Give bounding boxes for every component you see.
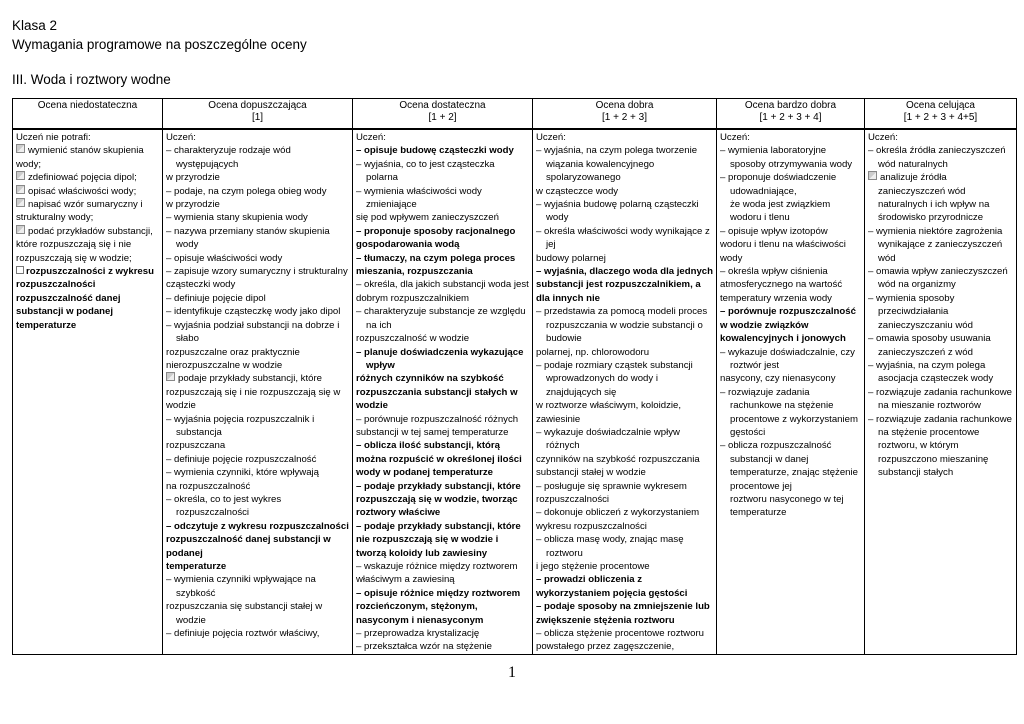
requirement-item: – wyjaśnia pojęcia rozpuszczalnik i substancja bbox=[166, 413, 315, 438]
requirement-item: – wymienia laboratoryjne sposoby otrzymywania wody bbox=[720, 145, 853, 170]
bullet-square-icon bbox=[166, 372, 175, 381]
requirement-item: – wyjaśnia, dlaczego woda dla jednych substancji jest rozpuszczalnikiem, a dla innych nie bbox=[536, 266, 714, 304]
cell-intro: Uczeń: bbox=[166, 132, 196, 143]
requirement-item: rozpuszczania się substancji stałej w wodzie bbox=[166, 601, 323, 626]
cell-intro: Uczeń: bbox=[536, 132, 566, 143]
requirement-item: temperaturze, znając stężenie procentowe jej bbox=[730, 467, 858, 492]
requirement-item: – wskazuje różnice między roztworem właściwym a zawiesiną bbox=[356, 561, 518, 586]
requirement-item: – przekształca wzór na stężenie bbox=[356, 641, 492, 653]
bullet-square-icon bbox=[16, 225, 25, 234]
requirement-item: w roztworze właściwym, koloidzie, zawiesinie bbox=[536, 400, 682, 425]
table-header-row bbox=[13, 99, 1017, 130]
requirement-item: opisać właściwości wody; bbox=[16, 185, 159, 198]
requirement-item: w cząsteczce wody bbox=[536, 185, 619, 197]
bullet-square-icon bbox=[868, 171, 877, 180]
requirement-item: – wymienia właściwości wody zmieniające bbox=[356, 185, 482, 211]
requirement-item: – rozwiązuje zadania rachunkowe na mieszanie roztworów bbox=[868, 386, 1012, 412]
grade-cell bbox=[717, 129, 865, 654]
requirement-item: – rozwiązuje zadania rachunkowe na stężenie procentowe roztworu, w którym rozpuszczono mieszaninę substancji stałych bbox=[868, 413, 1012, 479]
header-cell: Ocena celująca [1 + 2 + 3 + 4+5] bbox=[865, 99, 1017, 130]
bullet-square-icon bbox=[16, 198, 25, 207]
grade-cell bbox=[353, 129, 533, 654]
requirement-item: cząsteczki wody bbox=[166, 279, 236, 291]
requirement-item: i jego stężenie procentowe bbox=[536, 561, 650, 572]
requirement-item: polarnej, np. chlorowodoru bbox=[536, 346, 650, 358]
requirement-item: – oblicza stężenie procentowe roztworu powstałego przez zagęszczenie, bbox=[536, 628, 704, 653]
grade-cell bbox=[865, 129, 1017, 654]
grade-cell bbox=[13, 129, 163, 654]
requirement-item: – wymienia czynniki wpływające na szybkość bbox=[166, 574, 316, 599]
requirement-item: budowy polarnej bbox=[536, 252, 606, 264]
header-cell: Ocena bardzo dobra [1 + 2 + 3 + 4] bbox=[717, 99, 865, 130]
requirement-item: – omawia wpływ zanieczyszczeń wód na organizmy bbox=[868, 266, 1008, 291]
requirement-item: – wymienia czynniki, które wpływają bbox=[166, 467, 320, 479]
requirement-item: – wyjaśnia, na czym polega tworzenie wiązania kowalencyjnego spolaryzowanego bbox=[536, 145, 698, 184]
requirement-item: rozpuszczalne oraz praktycznie nierozpuszczalne w wodzie bbox=[166, 346, 300, 371]
requirement-item: – charakteryzuje rodzaje wód występujących bbox=[166, 145, 291, 170]
requirement-item: – przeprowadza krystalizację bbox=[356, 628, 480, 640]
requirement-item: w przyrodzie bbox=[166, 172, 220, 184]
requirement-item: – podaje rozmiary cząstek substancji wprowadzonych do wody i znajdujących się bbox=[536, 359, 693, 398]
requirement-item: – tłumaczy, na czym polega proces mieszania, rozpuszczania bbox=[356, 252, 516, 278]
requirement-item: – wyjaśnia, co to jest cząsteczka polarna bbox=[356, 158, 495, 184]
class-label: Klasa 2 bbox=[12, 18, 58, 33]
requirement-item: – zapisuje wzory sumaryczny i strukturalny bbox=[166, 266, 348, 278]
requirement-item: – porównuje rozpuszczalność w wodzie związków kowalencyjnych i jonowych bbox=[720, 306, 856, 345]
table-body-row bbox=[13, 129, 1017, 654]
requirement-item: – oblicza ilość substancji, którą można rozpuścić w określonej ilości wody w podanej temperaturze bbox=[356, 440, 522, 479]
requirement-item: rozpuszczana bbox=[166, 440, 226, 452]
page-number: 1 bbox=[508, 664, 516, 681]
requirement-item: – podaje przykłady substancji, które nie rozpuszczają się w wodzie i tworzą koloidy lub zawiesiny bbox=[356, 520, 521, 559]
requirement-item: – oblicza masę wody, znając masę roztworu bbox=[536, 534, 684, 559]
cell-intro: Uczeń: bbox=[356, 132, 386, 143]
header-cell: Ocena niedostateczna bbox=[13, 99, 163, 130]
requirement-item: – nazywa przemiany stanów skupienia wody bbox=[166, 225, 330, 251]
requirement-item: – porównuje rozpuszczalność różnych substancji w tej samej temperaturze bbox=[356, 413, 519, 438]
requirement-item: – określa, dla jakich substancji woda jest dobrym rozpuszczalnikiem bbox=[356, 279, 529, 304]
bullet-square-icon bbox=[16, 185, 25, 194]
requirement-item: – określa wpływ ciśnienia atmosferycznego na wartość temperatury wrzenia wody bbox=[720, 266, 843, 304]
requirement-item: różnych czynników na szybkość rozpuszczania substancji stałych w wodzie bbox=[356, 373, 518, 412]
requirement-item: roztworu nasyconego w tej temperaturze bbox=[730, 493, 844, 519]
requirement-item: – definiuje pojęcia roztwór właściwy, bbox=[166, 628, 320, 640]
section-title: III. Woda i roztwory wodne bbox=[12, 72, 171, 87]
requirement-item: – określa właściwości wody wynikające z jej bbox=[536, 225, 710, 251]
requirement-item: – definiuje pojęcie rozpuszczalność bbox=[166, 453, 317, 465]
requirement-item: – wymienia niektóre zagrożenia wynikające z zanieczyszczeń wód bbox=[868, 225, 1003, 264]
requirement-item: – planuje doświadczenia wykazujące wpływ bbox=[356, 346, 524, 371]
requirement-item: – podaje sposoby na zmniejszenie lub zwiększenie stężenia roztworu bbox=[536, 601, 710, 626]
requirement-item: – proponuje sposoby racjonalnego gospodarowania wodą bbox=[356, 225, 516, 251]
bullet-square-icon bbox=[16, 144, 25, 153]
requirement-item: – podaje, na czym polega obieg wody bbox=[166, 185, 327, 197]
requirement-item: czynników na szybkość rozpuszczania substancji stałej w wodzie bbox=[536, 453, 700, 479]
requirement-item: – opisuje właściwości wody bbox=[166, 252, 283, 264]
requirement-item: podaje przykłady substancji, które rozpuszczają się i nie rozpuszczają się w wodzie bbox=[166, 373, 341, 412]
requirement-item: – wykazuje doświadczalnie, czy roztwór jest bbox=[720, 346, 855, 371]
requirement-item: – wymienia sposoby przeciwdziałania zanieczyszczaniu wód bbox=[868, 292, 973, 331]
requirement-item: – opisuje budowę cząsteczki wody bbox=[356, 145, 514, 157]
requirement-item: – opisuje różnice między roztworem rozcieńczonym, stężonym, nasyconym i nienasyconym bbox=[356, 587, 521, 626]
cell-intro: Uczeń: bbox=[868, 132, 898, 143]
requirement-item: podać przykładów substancji, które rozpuszczają się i nie rozpuszczają się w wodzie; bbox=[16, 225, 153, 264]
requirement-item: – omawia sposoby usuwania zanieczyszczeń z wód bbox=[868, 333, 991, 358]
bullet-square-icon bbox=[16, 171, 25, 180]
requirement-item: że woda jest związkiem wodoru i tlenu bbox=[730, 199, 831, 224]
requirements-table bbox=[12, 98, 1017, 655]
requirement-item: – odczytuje z wykresu rozpuszczalności rozpuszczalność danej substancji w podanej bbox=[166, 520, 349, 559]
document-title: Wymagania programowe na poszczególne oceny bbox=[12, 37, 307, 52]
requirement-item: – oblicza rozpuszczalność substancji w danej bbox=[720, 440, 832, 465]
header-cell: Ocena dopuszczająca [1] bbox=[163, 99, 353, 130]
requirement-item: – prowadzi obliczenia z wykorzystaniem pojęcia gęstości bbox=[536, 574, 688, 599]
requirement-item: – przedstawia za pomocą modeli proces rozpuszczania w wodzie substancji o budowie bbox=[536, 306, 708, 345]
requirement-item: – posługuje się sprawnie wykresem rozpuszczalności bbox=[536, 480, 687, 505]
grade-cell bbox=[163, 129, 353, 654]
requirement-item: się pod wpływem zanieczyszczeń bbox=[356, 212, 499, 224]
requirement-item: wymienić stanów skupienia wody; bbox=[16, 145, 144, 170]
requirement-item: – proponuje doświadczenie udowadniające, bbox=[720, 172, 837, 197]
requirement-item: – określa źródła zanieczyszczeń wód naturalnych bbox=[868, 145, 1006, 170]
requirement-item: – charakteryzuje substancje ze względu na ich bbox=[356, 306, 526, 331]
requirement-item: zdefiniować pojęcia dipol; bbox=[16, 171, 159, 184]
requirement-item: – opisuje wpływ izotopów wodoru i tlenu na właściwości wody bbox=[720, 225, 846, 264]
requirement-item: nasycony, czy nienasycony bbox=[720, 373, 836, 385]
requirement-item: – wyjaśnia budowę polarną cząsteczki wody bbox=[536, 199, 699, 224]
requirement-item: – wykazuje doświadczalnie wpływ różnych bbox=[536, 426, 680, 452]
requirement-item: w przyrodzie bbox=[166, 199, 220, 211]
checkbox-outline-icon bbox=[16, 266, 24, 274]
requirement-item: rozpuszczalność w wodzie bbox=[356, 333, 470, 345]
requirement-item: – podaje przykłady substancji, które rozpuszczają się w wodzie, tworząc roztwory właściwe bbox=[356, 480, 521, 519]
cell-intro: Uczeń nie potrafi: bbox=[16, 132, 91, 143]
requirement-item: – wyjaśnia, na czym polega asocjacja cząsteczek wody bbox=[868, 359, 994, 385]
cell-intro: Uczeń: bbox=[720, 132, 750, 143]
requirement-item: – wyjaśnia podział substancji na dobrze i słabo bbox=[166, 319, 340, 345]
requirement-item: – określa, co to jest wykres rozpuszczalności bbox=[166, 493, 282, 519]
requirement-item: analizuje źródła zanieczyszczeń wód naturalnych i ich wpływ na środowisko przyrodnicze bbox=[868, 171, 1013, 225]
requirement-item: – rozwiązuje zadania rachunkowe na stężenie procentowe z wykorzystaniem gęstości bbox=[720, 386, 858, 438]
header-cell: Ocena dostateczna [1 + 2] bbox=[353, 99, 533, 130]
requirement-item: rozpuszczalności z wykresu rozpuszczalności rozpuszczalność danej substancji w podanej temperaturze bbox=[16, 266, 154, 331]
requirement-item: – wymienia stany skupienia wody bbox=[166, 212, 308, 224]
requirement-item: – dokonuje obliczeń z wykorzystaniem wykresu rozpuszczalności bbox=[536, 507, 700, 532]
requirement-item: napisać wzór sumaryczny i strukturalny wody; bbox=[16, 199, 143, 224]
requirement-item: – definiuje pojęcie dipol bbox=[166, 292, 266, 304]
grade-cell bbox=[533, 129, 717, 654]
requirement-item: na rozpuszczalność bbox=[166, 480, 251, 492]
requirement-item: temperaturze bbox=[166, 561, 227, 572]
header-cell: Ocena dobra [1 + 2 + 3] bbox=[533, 99, 717, 130]
requirement-item: – identyfikuje cząsteczkę wody jako dipol bbox=[166, 306, 341, 318]
